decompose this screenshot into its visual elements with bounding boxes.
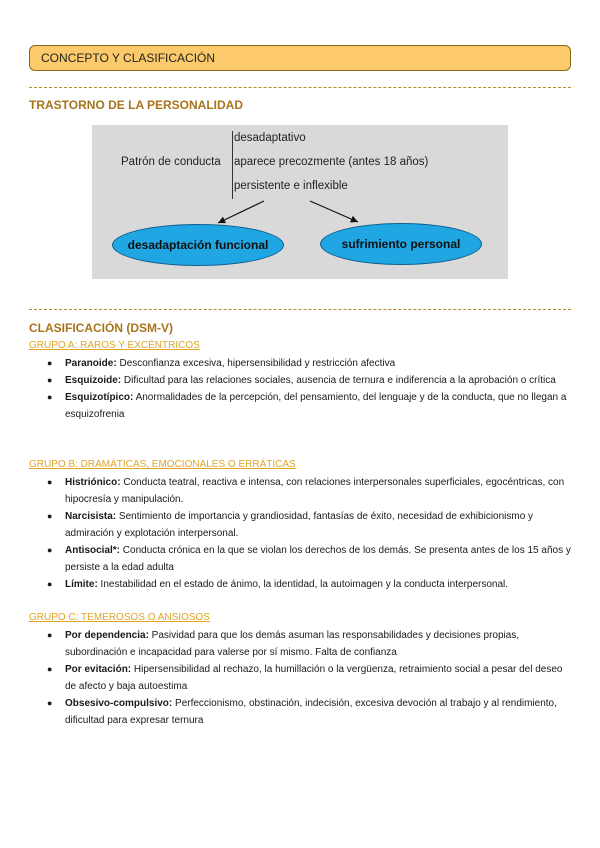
- arrow-left: [218, 201, 264, 223]
- item-term: Esquizotípico:: [65, 392, 134, 403]
- list-item: [29, 355, 574, 372]
- list-item: [29, 372, 574, 389]
- bullet-icon: ●: [47, 579, 53, 589]
- item-text: Hipersensibilidad al rechazo, la humillación o la vergüenza, retraimiento social a pesar del deseo de afecto y baja autoestima: [65, 664, 563, 692]
- arrow-right: [310, 201, 358, 222]
- item-text: Desconfianza excesiva, hipersensibilidad y restricción afectiva: [116, 358, 396, 369]
- diagram-left-label: Patrón de conducta: [121, 156, 221, 168]
- diagram-trait: desadaptativo: [234, 132, 306, 144]
- item-text: Conducta crónica en la que se violan los derechos de los demás. Se presenta antes de los 15 años y persiste a la edad adulta: [65, 545, 571, 573]
- section-banner: CONCEPTO Y CLASIFICACIÓN: [29, 45, 571, 71]
- list-item: [29, 695, 574, 729]
- item-term: Esquizoide:: [65, 375, 122, 386]
- item-text: Pasividad para que los demás asuman las responsabilidades y decisiones propias, subordinación e incapacidad para valerse por sí mismo. Falta de confianza: [65, 630, 520, 658]
- group-title: GRUPO B: DRAMÁTICAS, EMOCIONALES O ERRÁTICAS: [29, 459, 296, 470]
- list-item: [29, 389, 574, 423]
- bullet-icon: ●: [47, 698, 53, 708]
- bullet-icon: ●: [47, 358, 53, 368]
- item-term: Histriónico:: [65, 477, 121, 488]
- list-item: [29, 576, 574, 593]
- section-title: TRASTORNO DE LA PERSONALIDAD: [29, 98, 244, 112]
- bullet-icon: ●: [47, 477, 53, 487]
- divider: [29, 309, 571, 310]
- item-term: Por dependencia:: [65, 630, 149, 641]
- divider: [29, 87, 571, 88]
- list-item: [29, 474, 574, 508]
- outcome-ellipse: [320, 223, 482, 265]
- group-list: [29, 627, 574, 729]
- item-term: Narcisista:: [65, 511, 117, 522]
- personality-disorder-diagram: [92, 125, 508, 279]
- list-item: [29, 627, 574, 661]
- bullet-icon: ●: [47, 511, 53, 521]
- bullet-icon: ●: [47, 630, 53, 640]
- group-list: [29, 474, 574, 593]
- bullet-icon: ●: [47, 375, 53, 385]
- item-text: Conducta teatral, reactiva e intensa, con relaciones interpersonales superficiales, egocéntricas, con hipocresía y manipulación.: [65, 477, 565, 505]
- item-text: Dificultad para las relaciones sociales, ausencia de ternura e indiferencia a la aprobación o crítica: [121, 375, 556, 386]
- item-text: Sentimiento de importancia y grandiosidad, fantasías de éxito, necesidad de exhibicionismo y admiración y explotación interpersonal.: [65, 511, 534, 539]
- item-term: Paranoide:: [65, 358, 117, 369]
- bullet-icon: ●: [47, 545, 53, 555]
- item-term: Obsesivo-compulsivo:: [65, 698, 173, 709]
- list-item: [29, 661, 574, 695]
- diagram-trait: aparece precozmente (antes 18 años): [234, 156, 429, 168]
- section-title: CLASIFICACIÓN (DSM-V): [29, 321, 173, 335]
- list-item: [29, 542, 574, 576]
- item-term: Por evitación:: [65, 664, 132, 675]
- list-item: [29, 508, 574, 542]
- group-title: GRUPO A: RAROS Y EXCÉNTRICOS: [29, 340, 200, 351]
- group-list: [29, 355, 574, 423]
- item-text: Anormalidades de la percepción, del pensamiento, del lenguaje y de la conducta, que no llegan a esquizofrenia: [65, 392, 567, 420]
- group-title: GRUPO C: TEMEROSOS O ANSIOSOS: [29, 612, 210, 623]
- outcome-label: desadaptación funcional: [127, 238, 269, 252]
- outcome-ellipse: [112, 224, 284, 266]
- outcome-label: sufrimiento personal: [341, 237, 461, 251]
- bullet-icon: ●: [47, 664, 53, 674]
- item-term: Antisocial*:: [65, 545, 121, 556]
- item-text: Perfeccionismo, obstinación, indecisión, excesiva devoción al trabajo y al rendimiento, dificultad para expresar ternura: [65, 698, 557, 726]
- bullet-icon: ●: [47, 392, 53, 402]
- item-term: Límite:: [65, 579, 98, 590]
- diagram-trait: persistente e inflexible: [234, 180, 348, 192]
- item-text: Inestabilidad en el estado de ánimo, la identidad, la autoimagen y la conducta interpersonal.: [97, 579, 509, 590]
